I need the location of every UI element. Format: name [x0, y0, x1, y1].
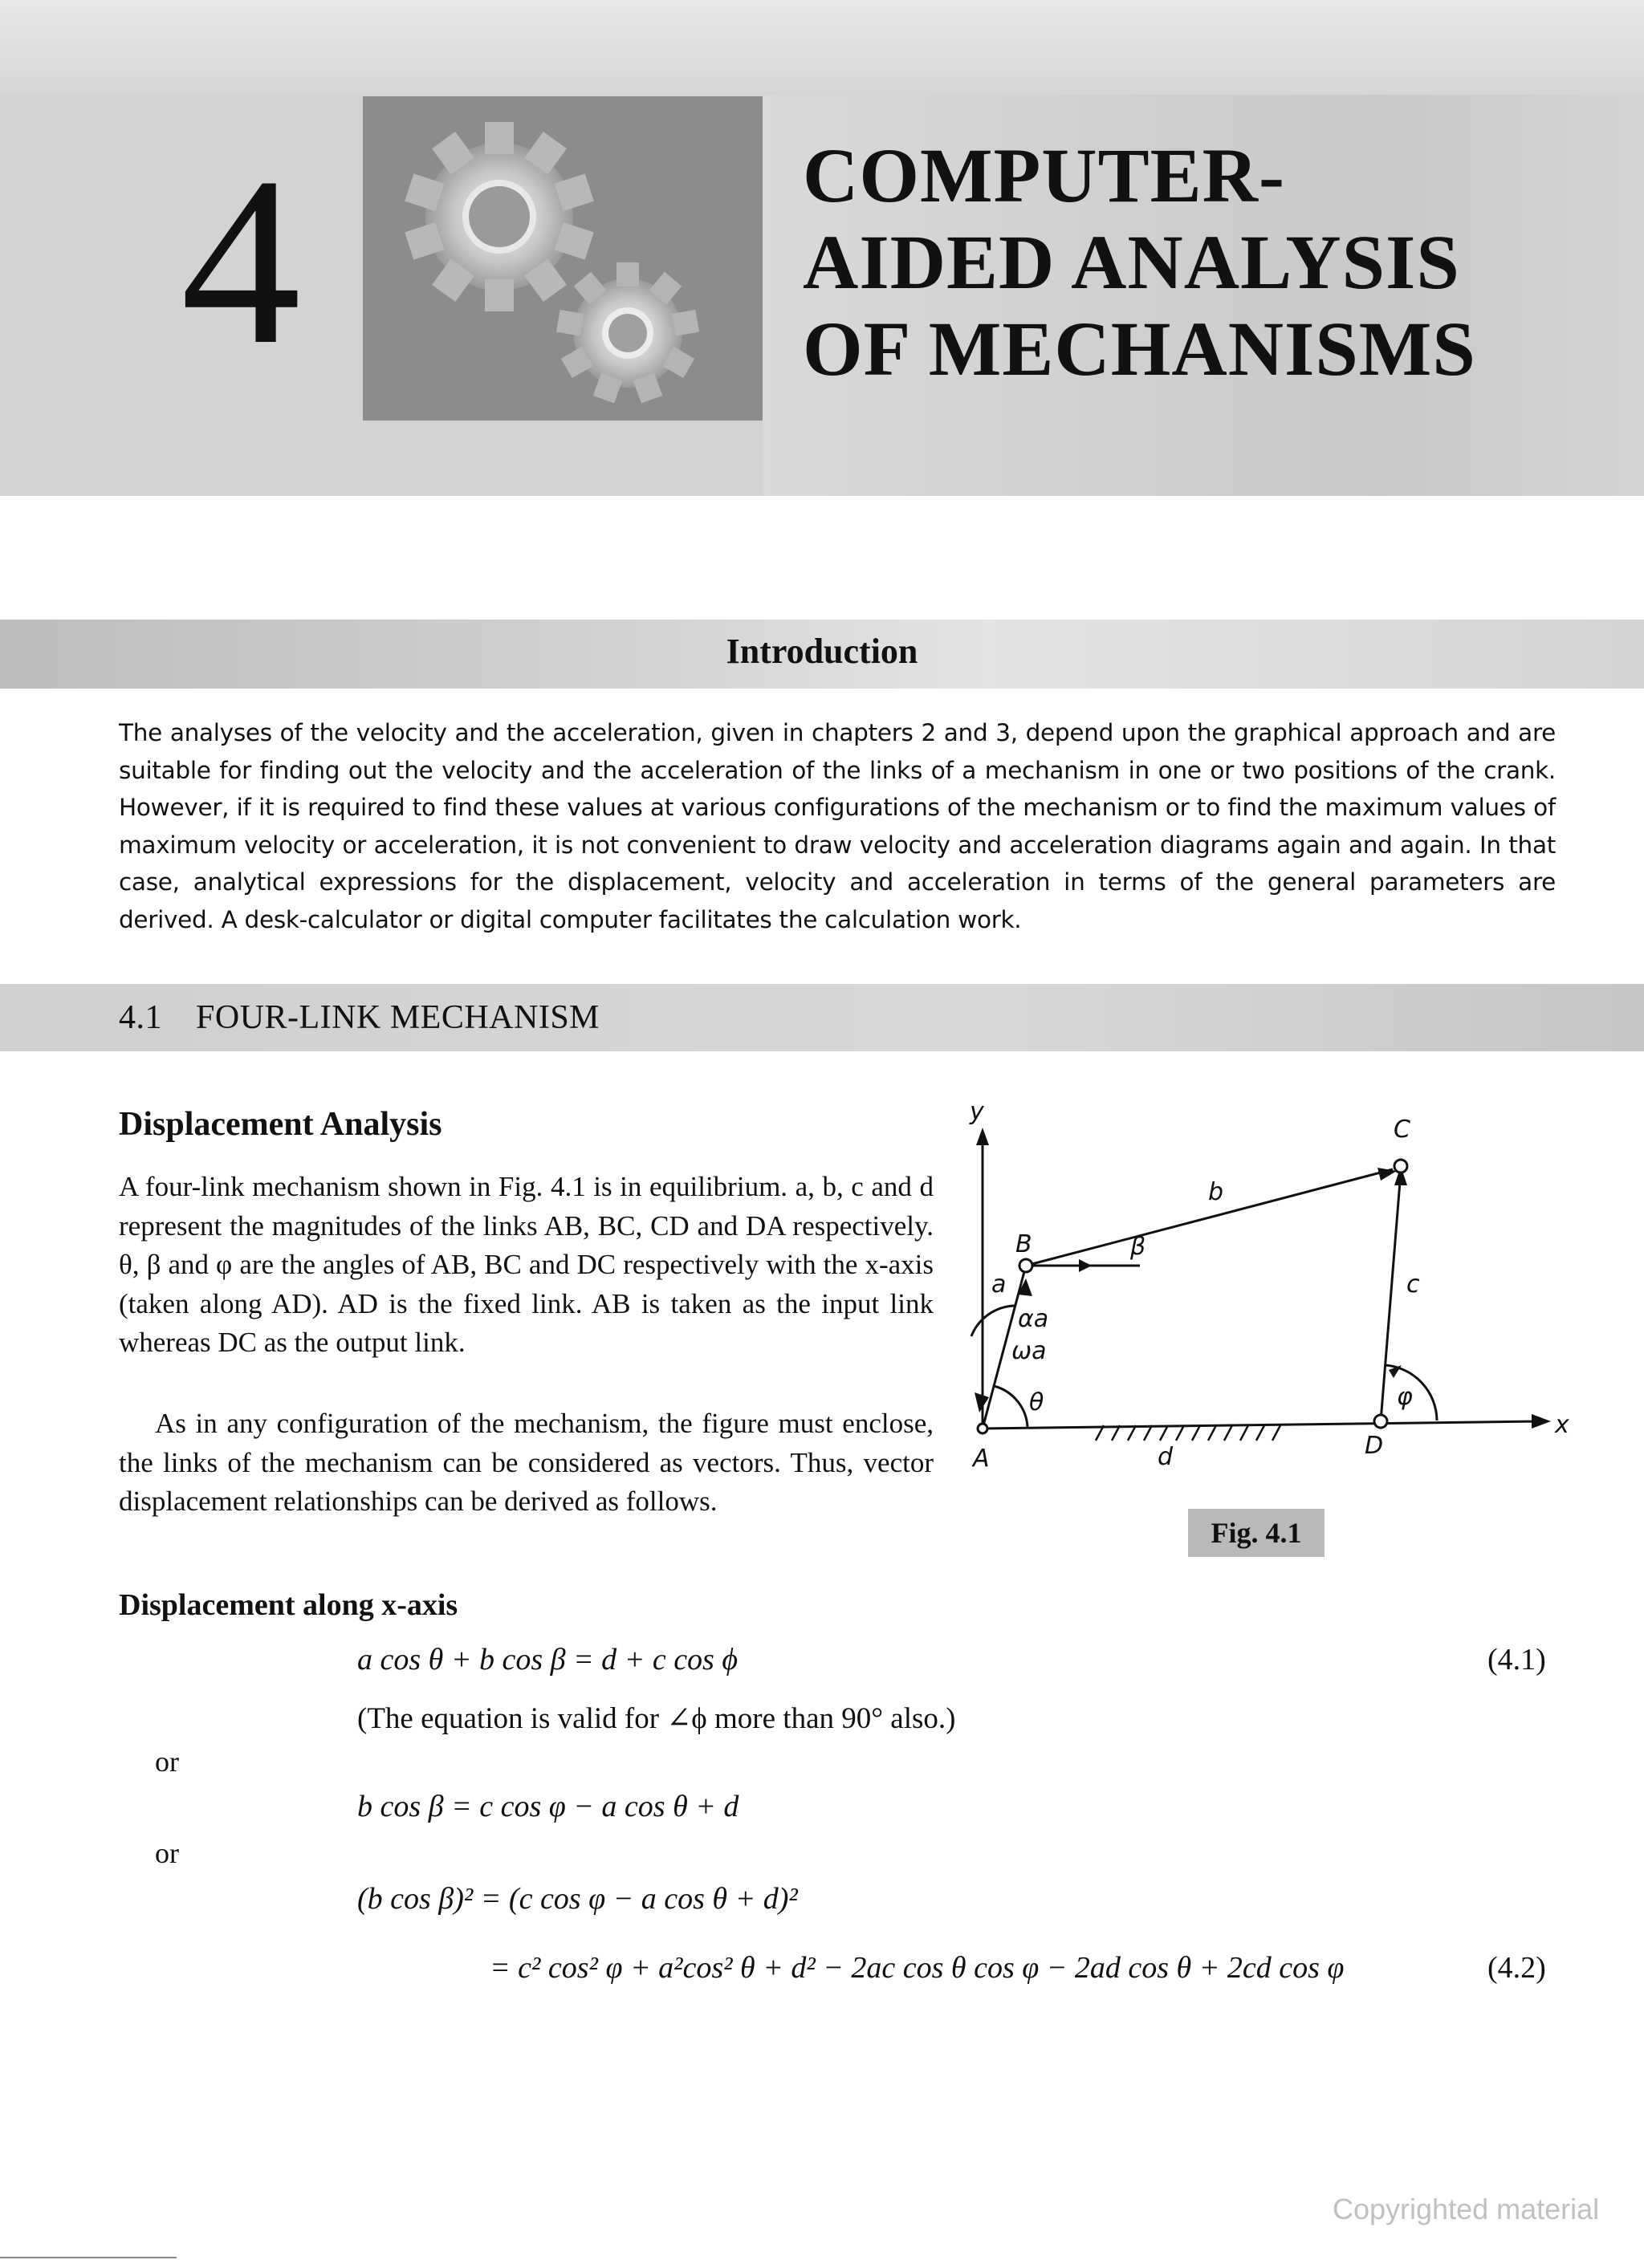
gears-image	[363, 96, 763, 421]
label-d: d	[1158, 1443, 1174, 1471]
label-omega-a: ωa	[1011, 1337, 1047, 1365]
chapter-title-line: OF MECHANISMS	[803, 306, 1476, 392]
figure-caption: Fig. 4.1	[1188, 1509, 1325, 1557]
or-text: or	[155, 1837, 179, 1869]
label-phi: φ	[1397, 1383, 1413, 1411]
label-y: y	[970, 1098, 984, 1126]
label-beta: β	[1130, 1233, 1146, 1261]
displacement-heading: Displacement Analysis	[119, 1106, 442, 1143]
label-b: b	[1208, 1178, 1224, 1206]
section-heading	[119, 994, 600, 1042]
label-A: A	[973, 1445, 990, 1473]
label-alpha-a: αa	[1018, 1305, 1049, 1333]
intro-title: Introduction	[726, 632, 918, 671]
intro-paragraph: The analyses of the velocity and the acceleration, given in chapters 2 and 3, depend upon the graphical approach and are suitable for finding out the velocity and the acceleration of the links of a mechanism in one or two positions of the crank. However, if it is required to find these values at various configurations of the mechanism or to find the maximum values of maximum velocity or acceleration, it is not convenient to draw velocity and acceleration diagrams again and again. In that case, analytical expressions for the displacement, velocity and acceleration in terms of the general parameters are derived. A desk-calculator or digital computer facilitates the calculation work.	[119, 719, 1556, 933]
theta-arc	[994, 1386, 1028, 1427]
gears-icon	[363, 96, 763, 421]
section-number: 4.1	[119, 999, 162, 1036]
equation-rearranged: b cos β = c cos φ − a cos θ + d	[357, 1790, 739, 1823]
figure-4-1	[947, 1095, 1581, 1473]
label-B: B	[1015, 1230, 1032, 1258]
x-axis-heading: Displacement along x-axis	[119, 1588, 458, 1622]
label-x: x	[1555, 1411, 1569, 1439]
label-theta: θ	[1029, 1388, 1044, 1416]
equation-squared-lhs: (b cos β)² = (c cos φ − a cos θ + d)²	[357, 1882, 798, 1916]
equation-note: (The equation is valid for ∠ϕ more than 90° also.)	[357, 1702, 956, 1735]
equation-4-1: a cos θ + b cos β = d + c cos ϕ	[357, 1643, 739, 1677]
label-D: D	[1365, 1432, 1384, 1460]
label-a: a	[991, 1270, 1007, 1299]
chapter-title	[803, 132, 1622, 392]
copyright-watermark: Copyrighted material	[1333, 2193, 1600, 2225]
arrowheads	[975, 1128, 1551, 1429]
chapter-number: 4	[181, 128, 301, 394]
section-title: FOUR-LINK MECHANISM	[196, 999, 600, 1036]
equation-number: (4.2)	[1487, 1951, 1546, 1985]
four-link-diagram	[947, 1095, 1581, 1473]
equation-number: (4.1)	[1487, 1643, 1546, 1677]
label-C: C	[1394, 1116, 1410, 1144]
displacement-paragraph-1: A four-link mechanism shown in Fig. 4.1 is in equilibrium. a, b, c and d represent the magnitudes of the links AB, BC, CD and DA respectively. θ, β and φ are the angles of AB, BC and DC respectively with the x-axis (taken along AD). AD is the fixed link. AB is taken as the input link whereas DC as the output link.	[119, 1171, 934, 1358]
displacement-paragraph-2: As in any configuration of the mechanism, the figure must enclose, the links of the mechanism can be considered as vectors. Thus, vector displacement relationships can be derived as follows.	[119, 1408, 934, 1517]
header-top-band	[0, 0, 1644, 95]
bottom-rule	[0, 2257, 177, 2258]
or-text: or	[155, 1746, 179, 1778]
chapter-title-line: COMPUTER-	[803, 132, 1285, 218]
chapter-title-line: AIDED ANALYSIS	[803, 219, 1460, 305]
label-c: c	[1406, 1270, 1420, 1299]
x-axis	[983, 1421, 1541, 1429]
equation-squared-rhs: = c² cos² φ + a²cos² θ + d² − 2ac cos θ cos φ − 2ad cos θ + 2cd cos φ	[490, 1951, 1345, 1985]
